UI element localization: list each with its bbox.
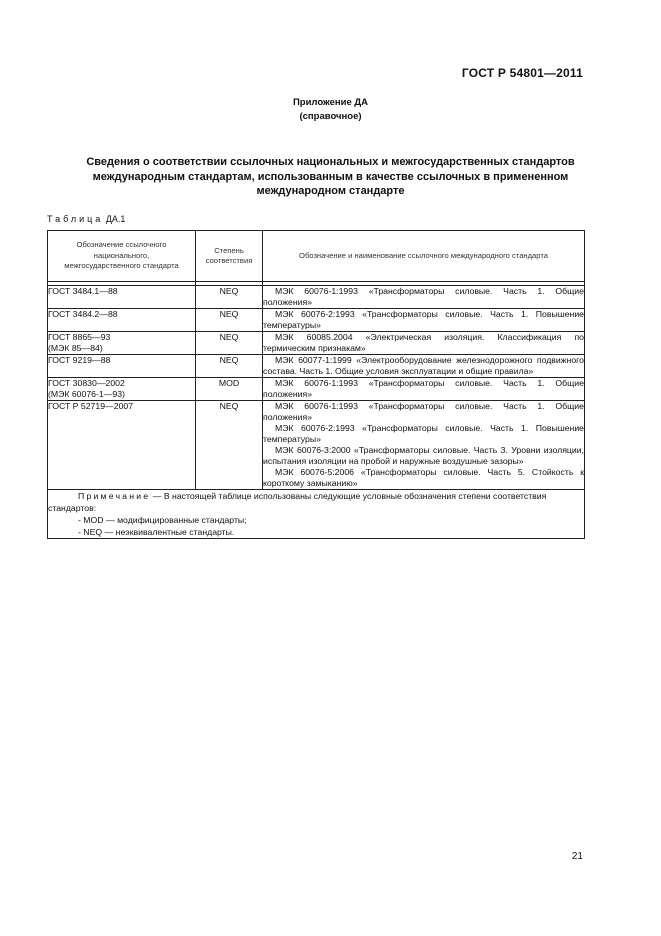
note-cell bbox=[48, 490, 585, 539]
designation-line: (МЭК 85—84) bbox=[48, 343, 103, 353]
cell-designation bbox=[48, 286, 196, 309]
international-standard: МЭК 60076-1:1993 «Трансформаторы силовые. Часть 1. Общие положения» bbox=[263, 286, 584, 307]
cell-degree: MOD bbox=[196, 378, 263, 401]
cell-international bbox=[263, 401, 585, 490]
note-row bbox=[48, 490, 585, 539]
designation-line: ГОСТ 3484.2—88 bbox=[48, 309, 118, 319]
note-text: — В настоящей таблице использованы следующие условные обозначения степени соответствия стандартов: bbox=[48, 491, 547, 513]
international-standard: МЭК 60076-1:1993 «Трансформаторы силовые. Часть 1. Общие положения» bbox=[263, 378, 584, 399]
header-international: Обозначение и наименование ссылочного международного стандарта bbox=[263, 231, 585, 282]
note-item: - NEQ — неэквивалентные стандарты. bbox=[78, 527, 235, 537]
cell-degree: NEQ bbox=[196, 401, 263, 490]
cell-designation bbox=[48, 355, 196, 378]
correspondence-table bbox=[47, 230, 585, 539]
international-standard: МЭК 60076-1:1993 «Трансформаторы силовые. Часть 1. Общие положения» bbox=[263, 401, 584, 422]
cell-degree: NEQ bbox=[196, 332, 263, 355]
cell-degree: NEQ bbox=[196, 355, 263, 378]
table-row bbox=[48, 378, 585, 401]
header-degree: Степень соответствия bbox=[196, 231, 263, 282]
cell-international bbox=[263, 378, 585, 401]
table-caption bbox=[47, 214, 125, 224]
cell-degree: NEQ bbox=[196, 286, 263, 309]
international-standard: МЭК 60076-2:1993 «Трансформаторы силовые. Часть 1. Повышение температуры» bbox=[263, 309, 584, 330]
annex-block bbox=[0, 96, 661, 124]
table-row bbox=[48, 309, 585, 332]
designation-line: ГОСТ 30830—2002 bbox=[48, 378, 125, 388]
cell-designation bbox=[48, 332, 196, 355]
international-standard: МЭК 60076-3:2000 «Трансформаторы силовые. Часть 3. Уровни изоляции, испытания изоляции на пробой и наружные воздушные зазоры» bbox=[263, 445, 584, 466]
table-caption-number: ДА.1 bbox=[105, 214, 126, 224]
table-row bbox=[48, 286, 585, 309]
heading-line-1: Сведения о соответствии ссылочных национальных и межгосударственных стандартов bbox=[86, 156, 575, 168]
table-header-row bbox=[48, 231, 585, 282]
cell-designation bbox=[48, 401, 196, 490]
cell-designation bbox=[48, 309, 196, 332]
cell-degree: NEQ bbox=[196, 309, 263, 332]
designation-line: ГОСТ 3484.1—88 bbox=[48, 286, 118, 296]
table-row bbox=[48, 332, 585, 355]
international-standard: МЭК 60076-5:2006 «Трансформаторы силовые. Часть 5. Стойкость к короткому замыканию» bbox=[263, 467, 584, 488]
international-standard: МЭК 60076-2:1993 «Трансформаторы силовые. Часть 1. Повышение температуры» bbox=[263, 423, 584, 444]
note-item: - MOD — модифицированные стандарты; bbox=[78, 515, 247, 525]
document-code: ГОСТ Р 54801—2011 bbox=[461, 66, 583, 80]
designation-line: ГОСТ Р 52719—2007 bbox=[48, 401, 134, 411]
annex-title: Приложение ДА bbox=[292, 97, 369, 108]
international-standard: МЭК 60085.2004 «Электрическая изоляция. Классификация по термическим признакам» bbox=[263, 332, 584, 353]
table-caption-prefix: Таблица bbox=[47, 214, 104, 224]
international-standard: МЭК 60077-1:1999 «Электрооборудование железнодорожного подвижного состава. Часть 1. Общие условия эксплуатации и общие правила» bbox=[263, 355, 584, 376]
header-designation: Обозначение ссылочного национального, межгосударственного стандарта bbox=[48, 231, 196, 282]
section-heading bbox=[40, 155, 621, 199]
designation-line: ГОСТ 9219—88 bbox=[48, 355, 111, 365]
designation-line: (МЭК 60076-1—93) bbox=[48, 389, 125, 399]
cell-designation bbox=[48, 378, 196, 401]
page-number: 21 bbox=[571, 851, 583, 862]
cell-international bbox=[263, 332, 585, 355]
cell-international bbox=[263, 286, 585, 309]
annex-subtitle: (справочное) bbox=[299, 111, 362, 122]
heading-line-2: международным стандартам, использованным в качестве ссылочных в примененном bbox=[92, 170, 569, 183]
note-paragraph bbox=[48, 490, 584, 514]
designation-line: ГОСТ 8865—93 bbox=[48, 332, 111, 342]
note-label: Примечание bbox=[78, 491, 151, 501]
table-row bbox=[48, 355, 585, 378]
cell-international bbox=[263, 309, 585, 332]
heading-line-3: международном стандарте bbox=[256, 185, 405, 197]
cell-international bbox=[263, 355, 585, 378]
table-row bbox=[48, 401, 585, 490]
